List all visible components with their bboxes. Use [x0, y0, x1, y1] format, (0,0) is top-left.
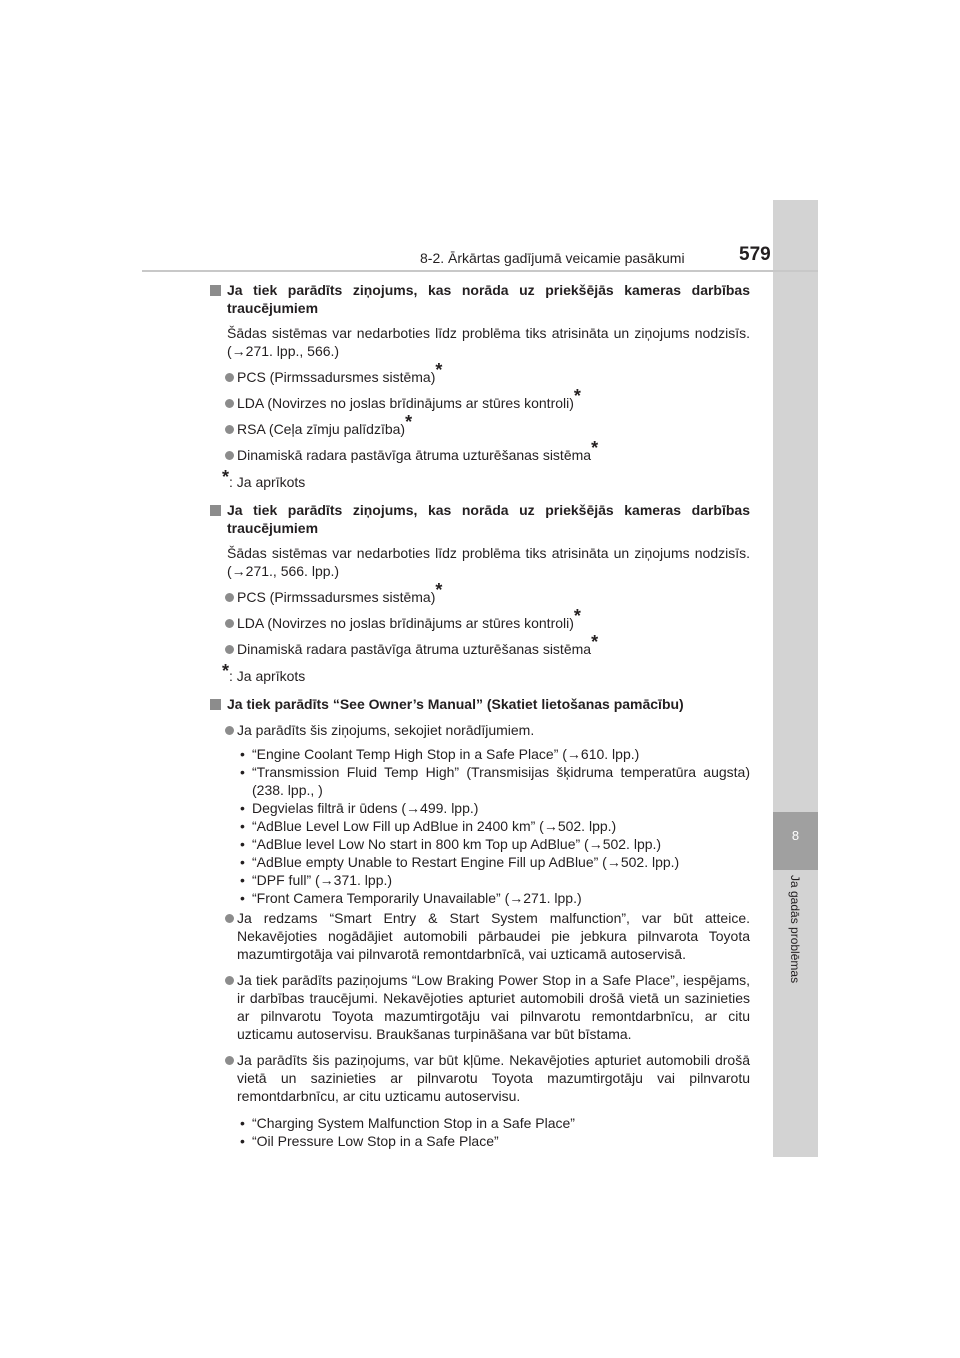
- round-bullet-icon: [225, 1056, 234, 1065]
- footnote-star: *: [573, 606, 581, 626]
- round-bullet-icon: [225, 399, 234, 408]
- page-header-title: 8-2. Ārkārtas gadījumā veicamie pasākumi: [420, 250, 685, 266]
- message-item: • “DPF full” (→371. lpp.): [240, 872, 393, 888]
- list-item: LDA (Novirzes no joslas brīdinājums ar stūres kontroli)*: [210, 614, 750, 632]
- footnote-star: *: [405, 412, 413, 432]
- round-bullet-icon: [225, 726, 234, 735]
- section-heading: Ja tiek parādīts “See Owner’s Manual” (Skatiet lietošanas pamācību): [210, 695, 750, 713]
- list-item: PCS (Pirmssadursmes sistēma)*: [210, 588, 750, 606]
- footnote-star: *: [591, 632, 599, 652]
- footnote-star: *: [573, 386, 581, 406]
- footnote-star: *: [222, 467, 230, 487]
- chapter-side-tab: [773, 200, 818, 1157]
- section-heading: Ja tiek parādīts ziņojums, kas norāda uz priekšējās kameras darbības traucējumiem: [210, 501, 750, 537]
- message-item: • “AdBlue empty Unable to Restart Engine Fill up AdBlue” (→502. lpp.): [240, 854, 680, 870]
- section-heading: Ja tiek parādīts ziņojums, kas norāda uz priekšējās kameras darbības traucējumiem: [210, 281, 750, 317]
- round-bullet-icon: [225, 619, 234, 628]
- section-paragraph: Šādas sistēmas var nedarboties līdz problēma tiks atrisināta un ziņojums nodzisīs. (→271., 566. lpp.): [227, 545, 750, 579]
- footnote: *: Ja aprīkots: [222, 467, 306, 490]
- list-item: RSA (Ceļa zīmju palīdzība)*: [210, 420, 750, 438]
- header-divider: [142, 270, 818, 272]
- footnote-star: *: [435, 360, 443, 380]
- round-bullet-icon: [225, 976, 234, 985]
- round-bullet-icon: [225, 645, 234, 654]
- message-item: • “Charging System Malfunction Stop in a Safe Place”: [240, 1115, 575, 1131]
- message-list: [210, 745, 750, 907]
- round-bullet-icon: [225, 425, 234, 434]
- message-item: • “Engine Coolant Temp High Stop in a Safe Place” (→610. lpp.): [240, 746, 640, 762]
- section-paragraph: Šādas sistēmas var nedarboties līdz problēma tiks atrisināta un ziņojums nodzisīs. (→271. lpp., 566.): [227, 325, 750, 359]
- list-item: Ja tiek parādīts paziņojums “Low Braking Power Stop in a Safe Place”, iespējams, ir darbības traucējumi. Nekavējoties apturiet automobili drošā vietā un sazinieties ar pilnvarotu Toyota mazumtirgotāju vai pilnvarotu remontdarbnīcu, ar citu uzticamu autoservisu. Braukšanas turpināšana var būt bīstama.: [210, 971, 750, 1043]
- footnote: *: Ja aprīkots: [222, 661, 306, 684]
- list-item: Ja redzams “Smart Entry & Start System malfunction”, var būt atteice. Nekavējoties nogādājiet automobili pārbaudei pie jebkura pilnvarota Toyota mazumtirgotāja vai pilnvarotā remontdarbnīcā, vai uzticamā autoservisā.: [210, 909, 750, 963]
- list-item: Ja parādīts šis paziņojums, var būt kļūme. Nekavējoties apturiet automobili drošā vietā un sazinieties ar pilnvarotu Toyota mazumtirgotāju vai pilnvarotu remontdarbnīcu, ar citu uzticamu autoservisu.: [210, 1051, 750, 1105]
- page-number: 579: [739, 244, 771, 265]
- list-item: Dinamiskā radara pastāvīga ātruma uzturēšanas sistēma*: [210, 640, 750, 658]
- square-bullet-icon: [210, 699, 221, 710]
- footnote-star: *: [222, 661, 230, 681]
- message-item: • “AdBlue Level Low Fill up AdBlue in 2400 km” (→502. lpp.): [240, 818, 617, 834]
- message-item: • Degvielas filtrā ir ūdens (→499. lpp.): [240, 800, 479, 816]
- message-list: [210, 1114, 750, 1150]
- message-item: • “AdBlue level Low No start in 800 km Top up AdBlue” (→502. lpp.): [240, 836, 662, 852]
- message-item: • “Oil Pressure Low Stop in a Safe Place”: [240, 1133, 499, 1149]
- round-bullet-icon: [225, 593, 234, 602]
- message-item: • “Front Camera Temporarily Unavailable” (→271. lpp.): [240, 890, 582, 906]
- chapter-number: 8: [791, 828, 800, 843]
- square-bullet-icon: [210, 285, 221, 296]
- list-item: Ja parādīts šis ziņojums, sekojiet norādījumiem.: [210, 721, 750, 739]
- footnote-star: *: [435, 580, 443, 600]
- page-content: [210, 276, 750, 1150]
- chapter-label: Ja gadās problēmas: [788, 875, 802, 984]
- round-bullet-icon: [225, 914, 234, 923]
- list-item: Dinamiskā radara pastāvīga ātruma uzturēšanas sistēma*: [210, 446, 750, 464]
- footnote-star: *: [591, 438, 599, 458]
- list-item: LDA (Novirzes no joslas brīdinājums ar stūres kontroli)*: [210, 394, 750, 412]
- square-bullet-icon: [210, 505, 221, 516]
- message-item: • “Transmission Fluid Temp High” (Transmisijas šķidruma temperatūra augsta) (238. lpp., ): [240, 764, 750, 798]
- round-bullet-icon: [225, 373, 234, 382]
- list-item: PCS (Pirmssadursmes sistēma)*: [210, 368, 750, 386]
- round-bullet-icon: [225, 451, 234, 460]
